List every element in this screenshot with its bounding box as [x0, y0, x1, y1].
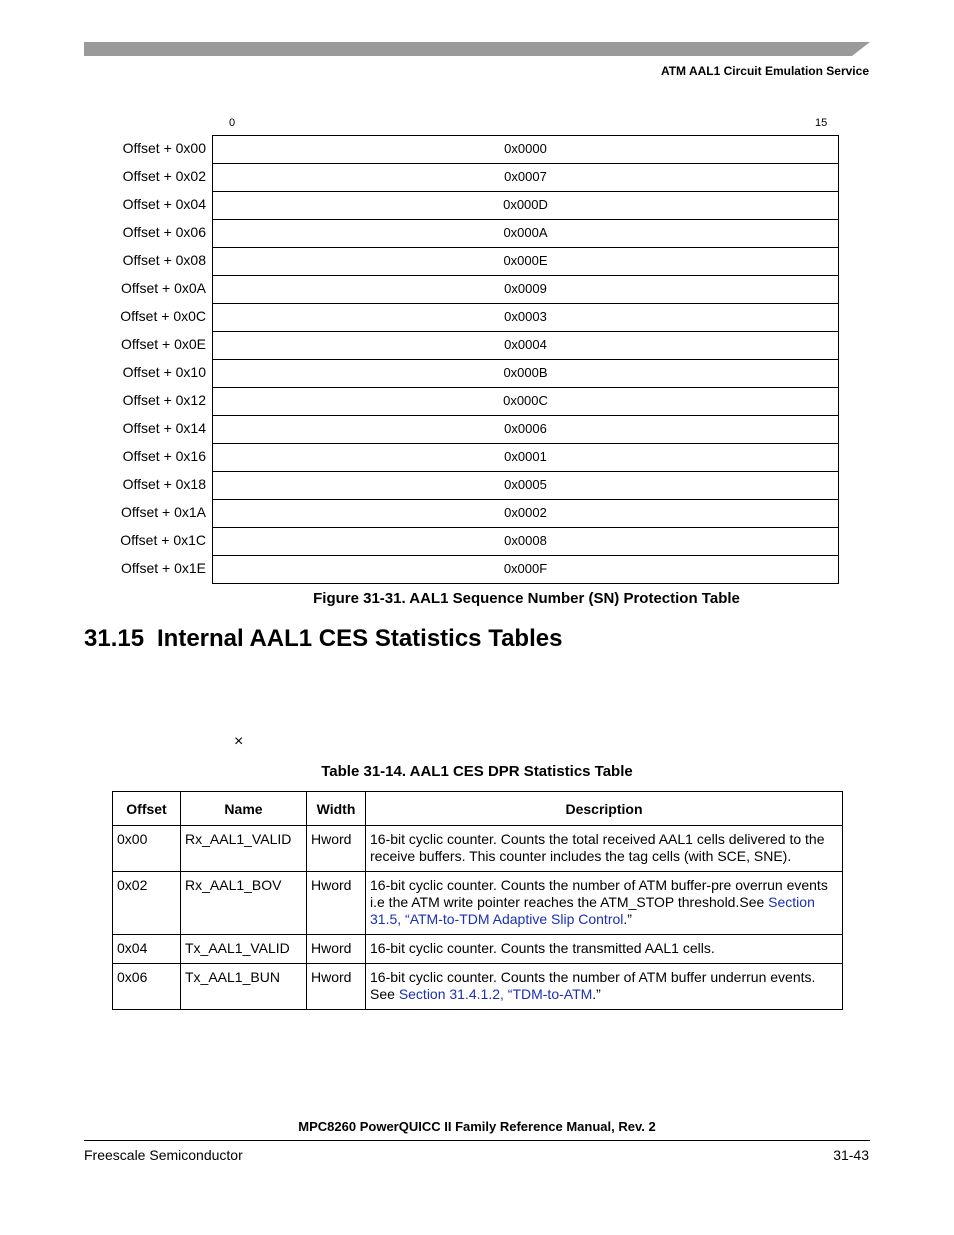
register-offset: Offset + 0x06	[122, 224, 206, 240]
table-header-row	[113, 792, 843, 826]
footer-company: Freescale Semiconductor	[84, 1147, 243, 1163]
cross-mark: ×	[234, 733, 244, 750]
register-offset: Offset + 0x18	[122, 476, 206, 492]
register-offset: Offset + 0x10	[122, 364, 206, 380]
cell-offset: 0x00	[113, 826, 181, 872]
section-link[interactable]: Section 31.5, “ATM-to-TDM Adaptive Slip Control	[370, 894, 815, 927]
register-offset: Offset + 0x14	[122, 420, 206, 436]
description-end: .”	[592, 986, 601, 1002]
cell-description: 16-bit cyclic counter. Counts the transmitted AAL1 cells.	[366, 935, 843, 964]
register-offset: Offset + 0x1C	[120, 532, 206, 548]
register-value: 0x000D	[212, 191, 839, 219]
register-row	[0, 135, 954, 163]
register-row	[0, 191, 954, 219]
header-offset: Offset	[113, 792, 181, 826]
statistics-table	[112, 791, 843, 1010]
register-row	[0, 163, 954, 191]
register-row	[0, 527, 954, 555]
register-value: 0x0005	[212, 471, 839, 499]
section-number: 31.15	[84, 625, 145, 652]
table-row	[113, 964, 843, 1010]
cell-offset: 0x04	[113, 935, 181, 964]
section-link[interactable]: Section 31.4.1.2, “TDM-to-ATM	[398, 986, 593, 1002]
register-row	[0, 443, 954, 471]
register-offset: Offset + 0x16	[122, 448, 206, 464]
register-row	[0, 499, 954, 527]
register-value: 0x000E	[212, 247, 839, 275]
cell-width: Hword	[307, 935, 366, 964]
register-row	[0, 219, 954, 247]
register-row	[0, 471, 954, 499]
register-value: 0x0008	[212, 527, 839, 555]
description-text: 16-bit cyclic counter. Counts the number of ATM buffer underrun events. See	[370, 969, 816, 1002]
register-value: 0x000F	[212, 555, 839, 584]
section-heading	[84, 625, 562, 653]
running-title: ATM AAL1 Circuit Emulation Service	[660, 64, 869, 78]
register-offset: Offset + 0x1E	[121, 560, 206, 576]
register-offset: Offset + 0x0E	[121, 336, 206, 352]
register-value: 0x0002	[212, 499, 839, 527]
header-name: Name	[181, 792, 307, 826]
cell-name: Tx_AAL1_BUN	[181, 964, 307, 1010]
register-row	[0, 387, 954, 415]
header-bar-graphic	[84, 42, 870, 56]
register-value: 0x000C	[212, 387, 839, 415]
cell-width: Hword	[307, 872, 366, 935]
register-value: 0x000B	[212, 359, 839, 387]
register-row	[0, 359, 954, 387]
register-value: 0x0004	[212, 331, 839, 359]
table-row	[113, 826, 843, 872]
register-row	[0, 247, 954, 275]
description-text: 16-bit cyclic counter. Counts the number of ATM buffer-pre overrun events i.e the ATM write pointer reaches the ATM_STOP threshold.See	[370, 877, 828, 910]
description-end: .”	[623, 911, 632, 927]
register-value: 0x0001	[212, 443, 839, 471]
cell-description	[366, 964, 843, 1010]
cell-width: Hword	[307, 964, 366, 1010]
header-description: Description	[366, 792, 843, 826]
footer-manual-title: MPC8260 PowerQUICC II Family Reference Manual, Rev. 2	[298, 1119, 656, 1134]
register-row	[0, 415, 954, 443]
register-offset: Offset + 0x0C	[120, 308, 206, 324]
cell-description	[366, 872, 843, 935]
register-row	[0, 275, 954, 303]
table-row	[113, 872, 843, 935]
register-value: 0x0006	[212, 415, 839, 443]
bit-label-start: 0	[229, 117, 236, 129]
register-value: 0x0009	[212, 275, 839, 303]
figure-caption: Figure 31-31. AAL1 Sequence Number (SN) Protection Table	[313, 590, 740, 607]
footer-page-number: 31-43	[833, 1147, 869, 1163]
register-value: 0x0000	[212, 135, 839, 163]
register-value: 0x000A	[212, 219, 839, 247]
cell-offset: 0x02	[113, 872, 181, 935]
register-row	[0, 303, 954, 331]
register-row	[0, 331, 954, 359]
cell-description: 16-bit cyclic counter. Counts the total received AAL1 cells delivered to the receive buffers. This counter includes the tag cells (with SCE, SNE).	[366, 826, 843, 872]
cell-name: Rx_AAL1_VALID	[181, 826, 307, 872]
register-offset: Offset + 0x0A	[121, 280, 206, 296]
register-offset: Offset + 0x04	[122, 196, 206, 212]
cell-offset: 0x06	[113, 964, 181, 1010]
table-row	[113, 935, 843, 964]
register-value: 0x0007	[212, 163, 839, 191]
register-offset: Offset + 0x00	[122, 140, 206, 156]
register-value: 0x0003	[212, 303, 839, 331]
register-offset: Offset + 0x1A	[121, 504, 206, 520]
register-row	[0, 555, 954, 583]
cell-name: Tx_AAL1_VALID	[181, 935, 307, 964]
register-offset: Offset + 0x08	[122, 252, 206, 268]
table-caption: Table 31-14. AAL1 CES DPR Statistics Table	[321, 763, 633, 780]
footer-rule	[84, 1140, 870, 1141]
bit-label-end: 15	[815, 117, 828, 129]
header-width: Width	[307, 792, 366, 826]
register-offset: Offset + 0x12	[122, 392, 206, 408]
register-offset: Offset + 0x02	[122, 168, 206, 184]
cell-width: Hword	[307, 826, 366, 872]
cell-name: Rx_AAL1_BOV	[181, 872, 307, 935]
section-title: Internal AAL1 CES Statistics Tables	[157, 625, 563, 652]
